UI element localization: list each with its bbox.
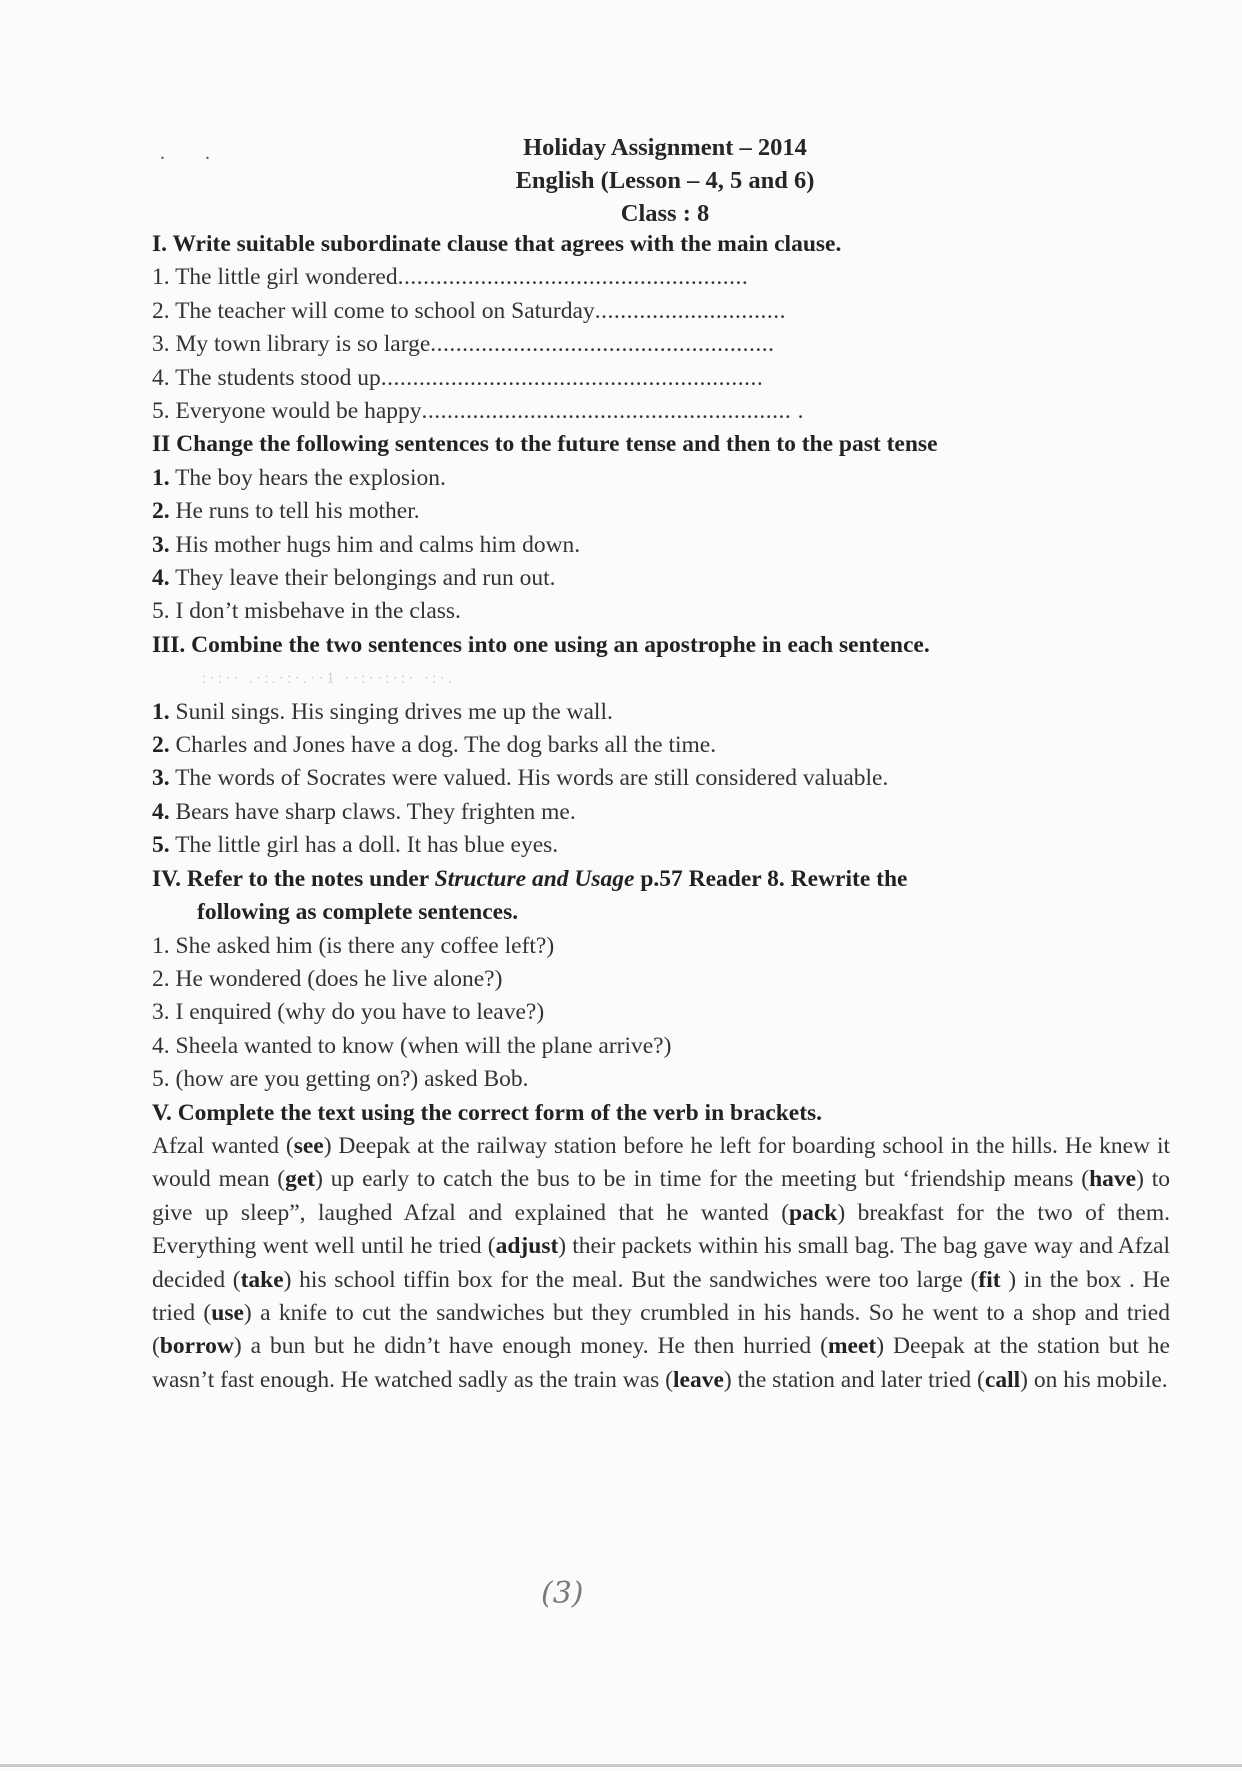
item-text: They leave their belongings and run out.	[175, 565, 556, 592]
section-3-item	[152, 696, 1172, 729]
blank-dots: ..............................	[594, 297, 786, 324]
section-4-item: 3. I enquired (why do you have to leave?)	[152, 999, 545, 1026]
section-1-item	[152, 395, 1172, 428]
blank-dots: .......................................................... .	[421, 398, 805, 425]
para-text: ) his school tiffin box for the meal. But the sandwiches were too large (	[283, 1266, 979, 1293]
item-number: 4.	[152, 798, 170, 825]
section-2-item	[152, 462, 1172, 495]
verb-take: take	[240, 1266, 284, 1293]
section-2-heading: II Change the following sentences to the future tense and then to the past tense	[152, 431, 938, 458]
section-3-item	[152, 796, 1172, 829]
section-4-heading-a: IV. Refer to the notes under	[152, 865, 435, 892]
item-number: 5.	[152, 832, 170, 859]
item-text: 4. The students stood up	[152, 364, 381, 391]
verb-meet: meet	[827, 1333, 877, 1360]
verb-use: use	[211, 1299, 244, 1326]
section-1-item	[152, 362, 1172, 395]
section-2-item	[152, 529, 1172, 562]
section-5-paragraph	[152, 1130, 1170, 1397]
section-3-heading: III. Combine the two sentences into one using an apostrophe in each sentence.	[152, 631, 930, 658]
item-text: Charles and Jones have a dog. The dog barks all the time.	[175, 732, 717, 759]
verb-borrow: borrow	[159, 1333, 234, 1360]
item-number: 2.	[152, 498, 170, 525]
para-text: ) a bun but he didn’t have enough money. He then hurried (	[233, 1333, 828, 1360]
item-number: 3.	[152, 765, 170, 792]
item-text: He runs to tell his mother.	[175, 498, 420, 525]
section-4-heading	[152, 863, 1172, 896]
item-number: 2.	[152, 732, 170, 759]
section-4-item: 2. He wondered (does he live alone?)	[152, 965, 503, 992]
section-4-item: 4. Sheela wanted to know (when will the plane arrive?)	[152, 1032, 672, 1059]
verb-have: have	[1089, 1166, 1137, 1193]
item-text: 2. The teacher will come to school on Saturday	[152, 297, 595, 324]
item-text: Bears have sharp claws. They frighten me.	[175, 798, 576, 825]
section-3-item	[152, 729, 1172, 762]
para-text: ) breakfast for the two of them. Everything went well until he tried (	[152, 1199, 1170, 1260]
blank-dots: ......................................................	[430, 331, 775, 358]
section-1-item	[152, 328, 1172, 361]
scan-bottom-edge	[0, 1764, 1242, 1767]
para-text: ) to give up sleep”, laughed Afzal and explained that he wanted (	[152, 1166, 1170, 1226]
item-number: 4.	[152, 565, 170, 592]
item-number: 5.	[152, 598, 170, 625]
section-1-heading: I. Write suitable subordinate clause that agrees with the main clause.	[152, 231, 842, 257]
verb-call: call	[984, 1366, 1021, 1393]
section-4-heading-continued: following as complete sentences.	[197, 899, 519, 926]
item-text: 5. Everyone would be happy	[152, 398, 422, 425]
item-text: 1. The little girl wondered	[152, 264, 398, 291]
para-text: ) up early to catch the bus to be in time for the meeting but ‘friendship means (	[315, 1166, 1090, 1193]
section-2-item	[152, 595, 1172, 628]
item-text: The little girl has a doll. It has blue eyes.	[175, 832, 559, 859]
section-4-heading-italic: Structure and Usage	[434, 865, 635, 892]
para-text: ) a knife to cut the sandwiches but they crumbled in his hands. So he went to a shop and tried (	[152, 1299, 1170, 1360]
section-2-item	[152, 562, 1172, 595]
section-4-item: 5. (how are you getting on?) asked Bob.	[152, 1066, 529, 1093]
section-1-item	[152, 261, 1172, 294]
verb-see: see	[293, 1132, 324, 1159]
verb-get: get	[285, 1166, 316, 1193]
item-text: The words of Socrates were valued. His words are still considered valuable.	[175, 765, 889, 792]
item-text: His mother hugs him and calms him down.	[175, 531, 581, 558]
verb-leave: leave	[672, 1366, 724, 1393]
item-number: 1.	[152, 464, 170, 491]
para-text: ) on his mobile.	[1020, 1366, 1168, 1393]
assignment-class: Class : 8	[620, 200, 710, 227]
verb-pack: pack	[789, 1199, 838, 1226]
verb-adjust: adjust	[495, 1233, 559, 1260]
para-text: ) Deepak at the railway station before he left for boarding school in the hills. He knew it would mean (	[152, 1132, 1170, 1193]
assignment-subject: English (Lesson – 4, 5 and 6)	[515, 167, 815, 194]
scan-marks: ..	[160, 142, 250, 164]
item-text: 3. My town library is so large	[152, 331, 431, 358]
para-text: ) Deepak at the station but he wasn’t fast enough. He watched sadly as the train was (	[152, 1333, 1170, 1393]
page-number: (3)	[541, 1576, 584, 1611]
para-text: Afzal wanted (	[152, 1132, 294, 1159]
item-text: The boy hears the explosion.	[175, 464, 446, 491]
blank-dots: ............................................................	[380, 364, 764, 391]
blank-dots: .......................................................	[397, 264, 749, 291]
section-4-item: 1. She asked him (is there any coffee left?)	[152, 932, 555, 959]
section-2-item	[152, 495, 1172, 528]
section-4-heading-b: p.57 Reader 8. Rewrite the	[634, 865, 908, 892]
verb-fit: fit	[978, 1266, 1001, 1293]
para-text: ) in the box . He tried (	[152, 1266, 1171, 1326]
para-text: ) the station and later tried (	[723, 1366, 985, 1393]
section-3-item	[152, 762, 1172, 795]
item-number: 1.	[152, 698, 170, 725]
section-5-heading: V. Complete the text using the correct form of the verb in brackets.	[152, 1099, 823, 1126]
assignment-title: Holiday Assignment – 2014	[523, 134, 807, 161]
faded-scan-artifact: :·:·· .·:.·:·.··1 ··:··:·:· ·:·.	[202, 670, 455, 688]
item-number: 3.	[152, 531, 170, 558]
para-text: ) their packets within his small bag. The bag gave way and Afzal decided (	[152, 1233, 1170, 1293]
assignment-header	[0, 131, 1242, 230]
assignment-content	[152, 228, 1172, 1397]
section-3-item	[152, 829, 1172, 862]
item-text: I don’t misbehave in the class.	[175, 598, 461, 625]
section-1-item	[152, 295, 1172, 328]
item-text: Sunil sings. His singing drives me up the wall.	[175, 698, 613, 725]
